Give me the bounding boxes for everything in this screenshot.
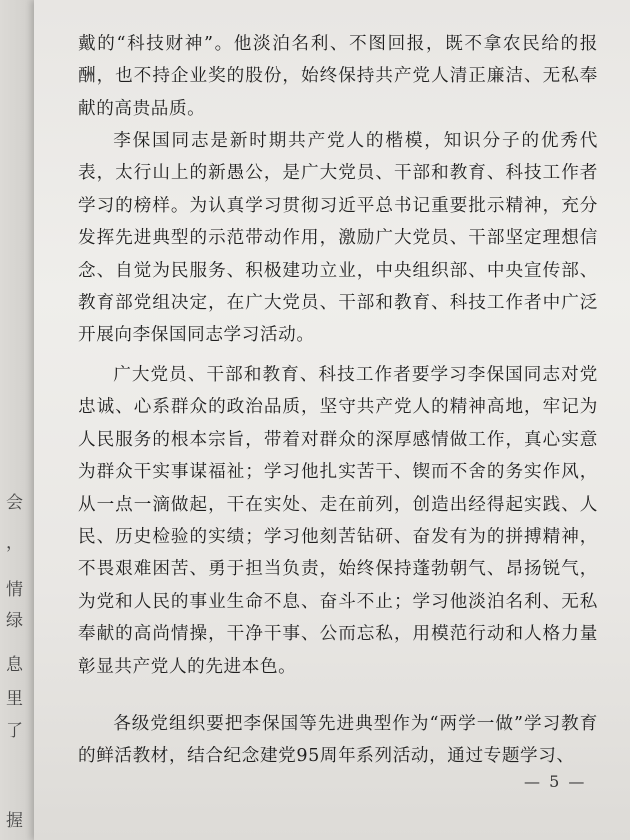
underlying-text-fragment: 握 bbox=[6, 811, 23, 831]
underlying-text-fragment: 息 bbox=[6, 655, 23, 675]
underlying-text-fragment: ， bbox=[6, 533, 23, 553]
paragraph-continuation: 戴的“科技财神”。他淡泊名利、不图回报，既不拿农民给的报酬，也不持企业奖的股份，始终保持共产党人清正廉洁、无私奉献的高贵品质。 bbox=[78, 34, 598, 119]
page-number: — 5 — bbox=[524, 772, 587, 791]
underlying-text-fragment: 了 bbox=[6, 721, 23, 741]
underlying-text-fragment: 绿 bbox=[6, 611, 23, 631]
document-page bbox=[34, 0, 630, 840]
underlying-text-fragment: 里 bbox=[6, 689, 23, 709]
paragraph: 广大党员、干部和教育、科技工作者要学习李保国同志对党忠诚、心系群众的政治品质，坚守共产党人的精神高地，牢记为人民服务的根本宗旨，带着对群众的深厚感情做工作，真心实意为群众干实事谋福祉；学习他扎实苦干、锲而不舍的务实作风，从一点一滴做起，干在实处、走在前列，创造出经得起实践、人民、历史检验的实绩；学习他刻苦钻研、奋发有为的拼搏精神，不畏艰难困苦、勇于担当负责，始终保持蓬勃朝气、昂扬锐气，为党和人民的事业生命不息、奋斗不止；学习他淡泊名利、无私奉献的高尚情操，干净干事、公而忘私，用模范行动和人格力量彰显共产党人的先进本色。 bbox=[78, 365, 598, 677]
paragraph: 各级党组织要把李保国等先进典型作为“两学一做”学习教育的鲜活教材，结合纪念建党95周年系列活动，通过专题学习、 bbox=[78, 714, 598, 767]
paragraph: 李保国同志是新时期共产党人的楷模，知识分子的优秀代表，太行山上的新愚公，是广大党员、干部和教育、科技工作者学习的榜样。为认真学习贯彻习近平总书记重要批示精神，充分发挥先进典型的示范带动作用，激励广大党员、干部坚定理想信念、自觉为民服务、积极建功立业，中央组织部、中央宣传部、教育部党组决定，在广大党员、干部和教育、科技工作者中广泛开展向李保国同志学习活动。 bbox=[78, 131, 598, 346]
underlying-text-fragment: 情 bbox=[6, 580, 23, 600]
underlying-text-fragment: 会 bbox=[6, 493, 23, 513]
